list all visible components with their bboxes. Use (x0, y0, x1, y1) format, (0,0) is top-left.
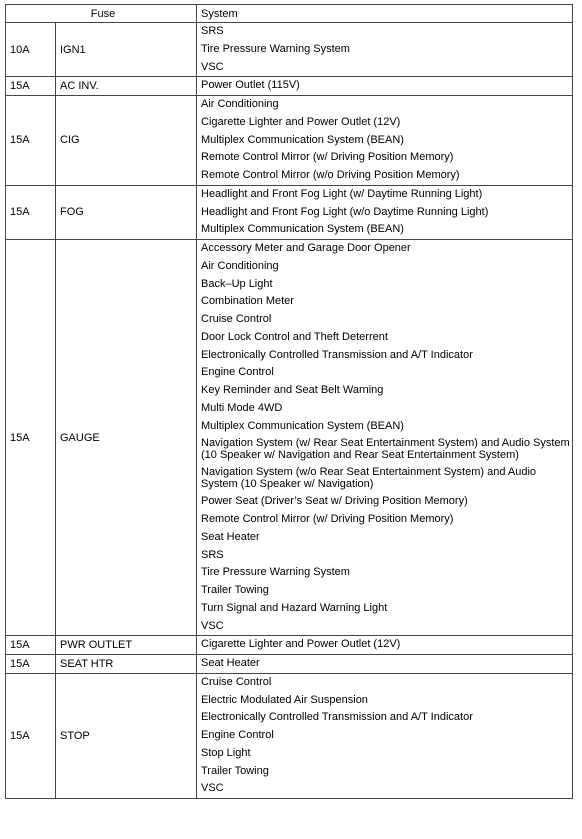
system-item: Tire Pressure Warning System (201, 566, 350, 579)
table-row (6, 655, 573, 674)
table-row (6, 636, 573, 655)
system-item: Remote Control Mirror (w/ Driving Position Memory) (201, 151, 454, 164)
fuse-name: SEAT HTR (56, 655, 197, 674)
system-item: Seat Heater (201, 530, 260, 543)
system-item: SRS (201, 548, 224, 561)
table-row (6, 673, 573, 798)
system-item: Seat Heater (201, 657, 260, 669)
system-item: Engine Control (201, 729, 274, 741)
fuse-name: IGN1 (56, 23, 197, 77)
system-item: SRS (201, 25, 224, 37)
system-list (197, 673, 573, 798)
system-item: Accessory Meter and Garage Door Opener (201, 242, 411, 254)
system-item: Multiplex Communication System (BEAN) (201, 133, 404, 146)
fuse-name: FOG (56, 185, 197, 239)
system-list (197, 77, 573, 96)
system-column-header: System (197, 5, 573, 23)
system-item: Stop Light (201, 746, 251, 759)
system-item: Navigation System (w/ Rear Seat Entertainment System) and Audio System (10 Speaker w/ Navigation and Rear Seat Entertainment System) (201, 437, 570, 461)
table-row (6, 240, 573, 636)
fuse-name: AC INV. (56, 77, 197, 96)
system-list (197, 636, 573, 655)
fuse-name: CIG (56, 96, 197, 186)
fuse-name: GAUGE (56, 240, 197, 636)
system-item: Cruise Control (201, 313, 272, 325)
system-item: Key Reminder and Seat Belt Warning (201, 384, 384, 396)
system-item: Air Conditioning (201, 259, 279, 272)
system-item: Tire Pressure Warning System (201, 42, 350, 55)
system-item: VSC (201, 60, 224, 73)
system-item: VSC (201, 782, 224, 795)
system-item: Cruise Control (201, 675, 272, 688)
system-item: Navigation System (w/o Rear Seat Entertainment System) and Audio System (10 Speaker w/ Navigation) (201, 466, 537, 490)
fuse-amperage: 15A (6, 240, 56, 636)
system-list (197, 23, 573, 77)
system-item: Engine Control (201, 366, 274, 379)
system-item: Multiplex Communication System (BEAN) (201, 419, 404, 432)
system-item: Door Lock Control and Theft Deterrent (201, 330, 388, 343)
system-item: Cigarette Lighter and Power Outlet (12V) (201, 115, 401, 128)
system-item: Trailer Towing (201, 764, 269, 777)
fuse-table (5, 4, 573, 799)
system-item: Trailer Towing (201, 584, 269, 596)
system-item: Power Outlet (115V) (201, 79, 300, 92)
fuse-name: PWR OUTLET (56, 636, 197, 655)
system-item: Turn Signal and Hazard Warning Light (201, 601, 388, 614)
table-row (6, 185, 573, 239)
fuse-column-header: Fuse (6, 5, 197, 23)
system-item: Back–Up Light (201, 277, 273, 290)
table-header-row (6, 5, 573, 23)
system-item: Power Seat (Driver’s Seat w/ Driving Position Memory) (201, 495, 468, 508)
fuse-name: STOP (56, 673, 197, 798)
system-item: Electronically Controlled Transmission and A/T Indicator (201, 348, 473, 361)
fuse-amperage: 15A (6, 673, 56, 798)
fuse-amperage: 15A (6, 96, 56, 186)
system-item: Headlight and Front Fog Light (w/o Daytime Running Light) (201, 205, 489, 218)
system-item: Headlight and Front Fog Light (w/ Daytime Running Light) (201, 187, 483, 200)
table-row (6, 23, 573, 77)
fuse-amperage: 15A (6, 655, 56, 674)
table-row (6, 77, 573, 96)
fuse-amperage: 15A (6, 185, 56, 239)
fuse-amperage: 15A (6, 636, 56, 655)
system-item: Electric Modulated Air Suspension (201, 693, 368, 706)
system-item: Cigarette Lighter and Power Outlet (12V) (201, 638, 401, 651)
table-row (6, 96, 573, 186)
system-item: VSC (201, 619, 224, 632)
system-item: Electronically Controlled Transmission and A/T Indicator (201, 711, 473, 724)
system-item: Multi Mode 4WD (201, 401, 283, 414)
system-item: Multiplex Communication System (BEAN) (201, 223, 404, 236)
fuse-table-body (6, 23, 573, 799)
system-item: Combination Meter (201, 295, 294, 308)
fuse-amperage: 10A (6, 23, 56, 77)
fuse-amperage: 15A (6, 77, 56, 96)
system-list (197, 96, 573, 186)
system-list (197, 655, 573, 674)
system-list (197, 240, 573, 636)
system-item: Remote Control Mirror (w/o Driving Position Memory) (201, 169, 460, 181)
system-item: Air Conditioning (201, 98, 279, 110)
system-item: Remote Control Mirror (w/ Driving Position Memory) (201, 513, 454, 525)
system-list (197, 185, 573, 239)
